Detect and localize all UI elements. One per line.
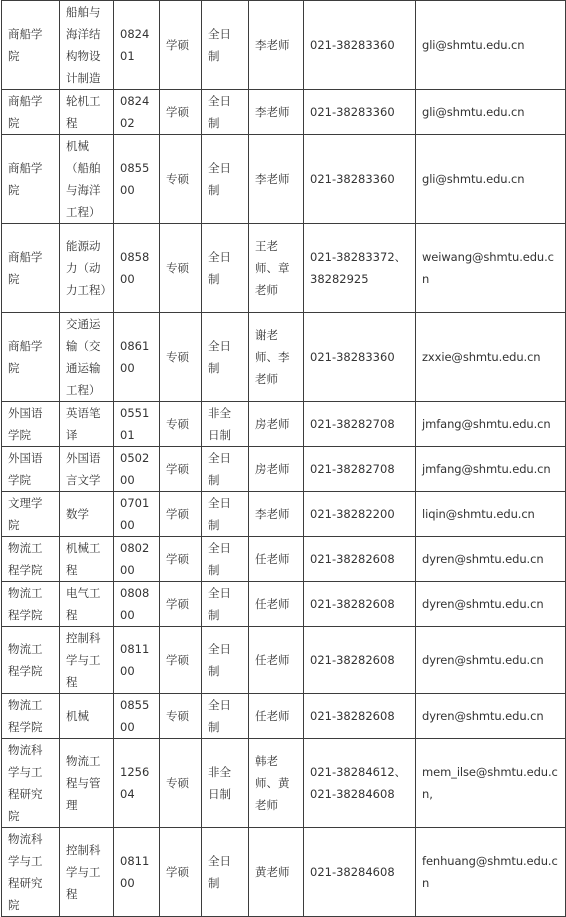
code-cell: 085800	[114, 224, 160, 313]
major-cell: 物流工程与管理	[60, 739, 114, 828]
phone-cell: 021-38282708	[304, 402, 416, 447]
email-cell: weiwang@shmtu.edu.cn	[416, 224, 566, 313]
phone-cell: 021-38283372、38282925	[304, 224, 416, 313]
major-cell: 英语笔译	[60, 402, 114, 447]
table-row	[2, 447, 566, 492]
email-cell: dyren@shmtu.edu.cn	[416, 582, 566, 627]
mode-cell: 全日制	[202, 694, 249, 739]
degree-cell: 专硕	[160, 135, 202, 224]
degree-cell: 学硕	[160, 447, 202, 492]
degree-cell: 专硕	[160, 694, 202, 739]
degree-cell: 学硕	[160, 828, 202, 917]
table-row	[2, 402, 566, 447]
mode-cell: 全日制	[202, 537, 249, 582]
degree-cell: 专硕	[160, 313, 202, 402]
degree-cell: 学硕	[160, 582, 202, 627]
phone-cell: 021-38283360	[304, 135, 416, 224]
code-cell: 085500	[114, 135, 160, 224]
email-cell: gli@shmtu.edu.cn	[416, 90, 566, 135]
table-row	[2, 135, 566, 224]
college-cell: 商船学院	[2, 1, 60, 90]
mode-cell: 全日制	[202, 313, 249, 402]
code-cell: 081100	[114, 828, 160, 917]
college-cell: 外国语学院	[2, 402, 60, 447]
table-row	[2, 492, 566, 537]
contact-cell: 任老师	[249, 627, 304, 694]
code-cell: 050200	[114, 447, 160, 492]
code-cell: 082401	[114, 1, 160, 90]
degree-cell: 学硕	[160, 492, 202, 537]
code-cell: 080800	[114, 582, 160, 627]
mode-cell: 非全日制	[202, 739, 249, 828]
table-row	[2, 627, 566, 694]
degree-cell: 学硕	[160, 627, 202, 694]
email-cell: gli@shmtu.edu.cn	[416, 135, 566, 224]
table-row	[2, 739, 566, 828]
contact-cell: 王老师、章老师	[249, 224, 304, 313]
contact-cell: 任老师	[249, 537, 304, 582]
table-row	[2, 90, 566, 135]
major-cell: 能源动力（动力工程）	[60, 224, 114, 313]
mode-cell: 全日制	[202, 135, 249, 224]
major-cell: 控制科学与工程	[60, 627, 114, 694]
email-cell: dyren@shmtu.edu.cn	[416, 537, 566, 582]
table-row	[2, 224, 566, 313]
mode-cell: 全日制	[202, 627, 249, 694]
contact-cell: 李老师	[249, 90, 304, 135]
college-cell: 物流科学与工程研究院	[2, 739, 60, 828]
contact-cell: 任老师	[249, 694, 304, 739]
college-cell: 物流科学与工程研究院	[2, 828, 60, 917]
major-cell: 数学	[60, 492, 114, 537]
major-cell: 船舶与海洋结构物设计制造	[60, 1, 114, 90]
mode-cell: 全日制	[202, 447, 249, 492]
major-cell: 外国语言文学	[60, 447, 114, 492]
degree-cell: 学硕	[160, 90, 202, 135]
mode-cell: 全日制	[202, 828, 249, 917]
contact-cell: 韩老师、黄老师	[249, 739, 304, 828]
contact-cell: 李老师	[249, 1, 304, 90]
college-cell: 文理学院	[2, 492, 60, 537]
contact-cell: 黄老师	[249, 828, 304, 917]
college-cell: 商船学院	[2, 90, 60, 135]
table-row	[2, 582, 566, 627]
college-cell: 外国语学院	[2, 447, 60, 492]
phone-cell: 021-38283360	[304, 90, 416, 135]
degree-cell: 专硕	[160, 739, 202, 828]
major-cell: 轮机工程	[60, 90, 114, 135]
contact-cell: 房老师	[249, 447, 304, 492]
code-cell: 085500	[114, 694, 160, 739]
email-cell: dyren@shmtu.edu.cn	[416, 694, 566, 739]
major-cell: 控制科学与工程	[60, 828, 114, 917]
major-cell: 机械	[60, 694, 114, 739]
admissions-contact-table	[1, 0, 566, 917]
mode-cell: 非全日制	[202, 402, 249, 447]
major-cell: 机械（船舶与海洋工程）	[60, 135, 114, 224]
email-cell: jmfang@shmtu.edu.cn	[416, 447, 566, 492]
email-cell: dyren@shmtu.edu.cn	[416, 627, 566, 694]
table-row	[2, 537, 566, 582]
contact-cell: 李老师	[249, 135, 304, 224]
phone-cell: 021-38282608	[304, 537, 416, 582]
college-cell: 物流工程学院	[2, 694, 60, 739]
email-cell: gli@shmtu.edu.cn	[416, 1, 566, 90]
degree-cell: 专硕	[160, 224, 202, 313]
phone-cell: 021-38284608	[304, 828, 416, 917]
phone-cell: 021-38282608	[304, 582, 416, 627]
contact-cell: 谢老师、李老师	[249, 313, 304, 402]
mode-cell: 全日制	[202, 582, 249, 627]
major-cell: 机械工程	[60, 537, 114, 582]
contact-cell: 李老师	[249, 492, 304, 537]
college-cell: 商船学院	[2, 224, 60, 313]
major-cell: 电气工程	[60, 582, 114, 627]
table-row	[2, 694, 566, 739]
phone-cell: 021-38282200	[304, 492, 416, 537]
degree-cell: 学硕	[160, 537, 202, 582]
phone-cell: 021-38284612、021-38284608	[304, 739, 416, 828]
code-cell: 070100	[114, 492, 160, 537]
code-cell: 055101	[114, 402, 160, 447]
mode-cell: 全日制	[202, 224, 249, 313]
contact-cell: 房老师	[249, 402, 304, 447]
email-cell: mem_ilse@shmtu.edu.cn,	[416, 739, 566, 828]
college-cell: 物流工程学院	[2, 537, 60, 582]
degree-cell: 专硕	[160, 402, 202, 447]
major-cell: 交通运输（交通运输工程）	[60, 313, 114, 402]
phone-cell: 021-38282608	[304, 627, 416, 694]
college-cell: 物流工程学院	[2, 627, 60, 694]
table-row	[2, 313, 566, 402]
mode-cell: 全日制	[202, 1, 249, 90]
college-cell: 商船学院	[2, 135, 60, 224]
email-cell: zxxie@shmtu.edu.cn	[416, 313, 566, 402]
email-cell: jmfang@shmtu.edu.cn	[416, 402, 566, 447]
mode-cell: 全日制	[202, 492, 249, 537]
mode-cell: 全日制	[202, 90, 249, 135]
code-cell: 080200	[114, 537, 160, 582]
code-cell: 082402	[114, 90, 160, 135]
phone-cell: 021-38282708	[304, 447, 416, 492]
degree-cell: 学硕	[160, 1, 202, 90]
code-cell: 086100	[114, 313, 160, 402]
college-cell: 商船学院	[2, 313, 60, 402]
college-cell: 物流工程学院	[2, 582, 60, 627]
phone-cell: 021-38283360	[304, 313, 416, 402]
table-row	[2, 1, 566, 90]
phone-cell: 021-38283360	[304, 1, 416, 90]
email-cell: fenhuang@shmtu.edu.cn	[416, 828, 566, 917]
code-cell: 125604	[114, 739, 160, 828]
code-cell: 081100	[114, 627, 160, 694]
contact-cell: 任老师	[249, 582, 304, 627]
table-row	[2, 828, 566, 917]
phone-cell: 021-38282608	[304, 694, 416, 739]
email-cell: liqin@shmtu.edu.cn	[416, 492, 566, 537]
